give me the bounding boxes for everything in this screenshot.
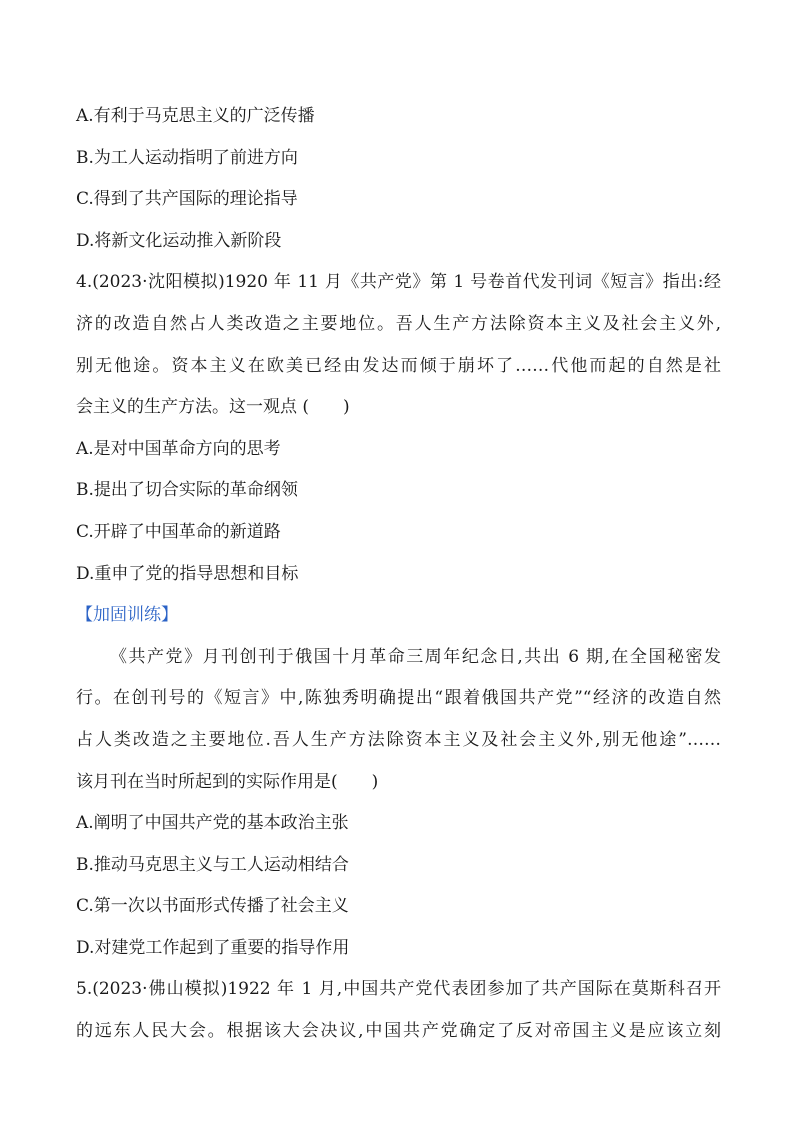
q3-option-b: B.为工人运动指明了前进方向	[76, 147, 298, 168]
q4-stem-line-1: 4.(2023·沈阳模拟)1920 年 11 月《共产党》第 1 号卷首代发刊词《短言》指出:经	[76, 272, 721, 293]
q3-option-d: D.将新文化运动推入新阶段	[76, 230, 282, 251]
q4-stem-line-3: 别无他途。资本主义在欧美已经由发达而倾于崩坏了……代他而起的自然是社	[76, 355, 721, 376]
q4-option-d: D.重申了党的指导思想和目标	[76, 563, 299, 584]
reinforce-option-b: B.推动马克思主义与工人运动相结合	[76, 854, 349, 875]
reinforce-stem-line-3: 占人类改造之主要地位.吾人生产方法除资本主义及社会主义外,别无他途”……	[76, 729, 721, 750]
reinforce-stem-line-1: 《共产党》月刊创刊于俄国十月革命三周年纪念日,共出 6 期,在全国秘密发	[110, 646, 721, 667]
q4-stem-line-4: 会主义的生产方法。这一观点 ( )	[76, 397, 350, 418]
q4-option-c: C.开辟了中国革命的新道路	[76, 521, 281, 542]
q4-option-b: B.提出了切合实际的革命纲领	[76, 480, 298, 501]
q4-option-a: A.是对中国革命方向的思考	[76, 438, 281, 459]
reinforce-stem-line-2: 行。在创刊号的《短言》中,陈独秀明确提出“跟着俄国共产党”“经济的改造自然	[76, 688, 721, 709]
q5-stem-line-1: 5.(2023·佛山模拟)1922 年 1 月,中国共产党代表团参加了共产国际在莫斯科召开	[76, 979, 721, 1000]
document-page	[76, 96, 721, 1053]
q4-stem-line-2: 济的改造自然占人类改造之主要地位。吾人生产方法除资本主义及社会主义外,	[76, 313, 721, 334]
q5-stem-line-2: 的远东人民大会。根据该大会决议,中国共产党确定了反对帝国主义是应该立刻	[76, 1021, 721, 1042]
reinforce-option-d: D.对建党工作起到了重要的指导作用	[76, 937, 350, 958]
q3-option-c: C.得到了共产国际的理论指导	[76, 189, 298, 210]
reinforce-option-c: C.第一次以书面形式传播了社会主义	[76, 896, 349, 917]
q3-option-a: A.有利于马克思主义的广泛传播	[76, 106, 315, 126]
reinforce-stem-line-4: 该月刊在当时所起到的实际作用是( )	[76, 771, 379, 792]
reinforce-section-label: 【加固训练】	[76, 605, 178, 626]
reinforce-option-a: A.阐明了中国共产党的基本政治主张	[76, 813, 349, 834]
